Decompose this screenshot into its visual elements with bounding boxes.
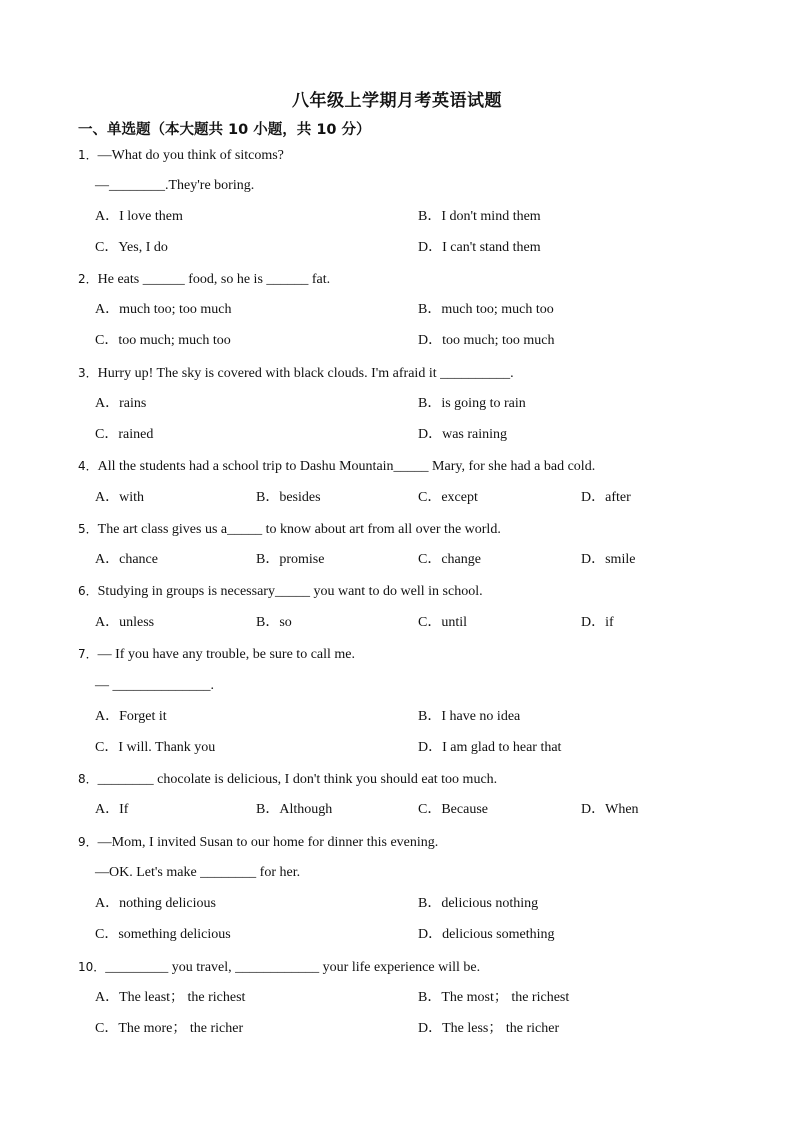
option-d[interactable]: D．if	[581, 615, 614, 630]
question-number: 4．	[78, 459, 98, 473]
option-a[interactable]: A．If	[95, 802, 129, 817]
question-number: 8．	[78, 772, 98, 786]
option-d[interactable]: D．after	[581, 490, 631, 505]
section-heading: 一、单选题（本大题共 10 小题，共 10 分）	[78, 122, 371, 138]
option-a[interactable]: A．chance	[95, 552, 158, 567]
question-2	[78, 270, 330, 289]
question-10	[78, 958, 480, 977]
option-c[interactable]: C．I will. Thank you	[95, 740, 216, 755]
question-number: 3．	[78, 366, 98, 380]
question-9	[78, 833, 438, 852]
question-number: 6．	[78, 584, 98, 598]
option-a[interactable]: A．unless	[95, 615, 155, 630]
question-line: —________.They're boring.	[95, 178, 255, 193]
option-c[interactable]: C．Yes, I do	[95, 240, 168, 255]
question-1	[78, 146, 284, 165]
option-c[interactable]: C．something delicious	[95, 927, 231, 942]
question-stem: Studying in groups is necessary_____ you want to do well in school.	[97, 584, 483, 599]
option-a[interactable]: A．I love them	[95, 209, 183, 224]
option-a[interactable]: A．The least； the richest	[95, 990, 246, 1005]
option-b[interactable]: B．is going to rain	[418, 396, 526, 411]
question-number: 1．	[78, 148, 98, 162]
question-3	[78, 364, 514, 383]
question-number: 7．	[78, 647, 98, 661]
question-number: 10．	[78, 960, 106, 974]
question-number: 2．	[78, 272, 98, 286]
option-c[interactable]: C．until	[418, 615, 468, 630]
question-stem: _________ you travel, ____________ your life experience will be.	[105, 960, 481, 975]
question-stem: The art class gives us a_____ to know about art from all over the world.	[97, 522, 501, 537]
page-title: 八年级上学期月考英语试题	[292, 91, 502, 111]
option-d[interactable]: D．When	[581, 802, 639, 817]
option-b[interactable]: B．so	[256, 615, 292, 630]
option-c[interactable]: C．The more； the richer	[95, 1021, 244, 1036]
option-d[interactable]: D．I am glad to hear that	[418, 740, 562, 755]
option-a[interactable]: A．much too; too much	[95, 302, 232, 317]
option-d[interactable]: D．smile	[581, 552, 636, 567]
question-number: 9．	[78, 835, 98, 849]
question-number: 5．	[78, 522, 98, 536]
question-stem: All the students had a school trip to Dashu Mountain_____ Mary, for she had a bad cold.	[97, 459, 596, 474]
option-c[interactable]: C．Because	[418, 802, 488, 817]
option-b[interactable]: B．I have no idea	[418, 709, 521, 724]
question-4	[78, 457, 595, 476]
question-6	[78, 582, 483, 601]
option-c[interactable]: C．rained	[95, 427, 154, 442]
question-stem: Hurry up! The sky is covered with black clouds. I'm afraid it __________.	[97, 366, 514, 381]
option-d[interactable]: D．The less； the richer	[418, 1021, 560, 1036]
question-5	[78, 520, 501, 539]
option-d[interactable]: D．I can't stand them	[418, 240, 541, 255]
option-b[interactable]: B．besides	[256, 490, 321, 505]
option-b[interactable]: B．delicious nothing	[418, 896, 539, 911]
option-a[interactable]: A．with	[95, 490, 144, 505]
option-c[interactable]: C．too much; much too	[95, 333, 231, 348]
option-a[interactable]: A．rains	[95, 396, 147, 411]
option-d[interactable]: D．was raining	[418, 427, 508, 442]
option-b[interactable]: B．promise	[256, 552, 325, 567]
option-c[interactable]: C．change	[418, 552, 481, 567]
question-line: — ______________.	[95, 678, 214, 693]
option-a[interactable]: A．nothing delicious	[95, 896, 216, 911]
question-8	[78, 770, 497, 789]
option-b[interactable]: B．much too; much too	[418, 302, 554, 317]
option-b[interactable]: B．Although	[256, 802, 333, 817]
option-a[interactable]: A．Forget it	[95, 709, 167, 724]
option-d[interactable]: D．delicious something	[418, 927, 555, 942]
option-d[interactable]: D．too much; too much	[418, 333, 555, 348]
question-stem: — If you have any trouble, be sure to call me.	[97, 647, 355, 662]
option-b[interactable]: B．I don't mind them	[418, 209, 541, 224]
question-7	[78, 645, 355, 664]
question-stem: —What do you think of sitcoms?	[97, 148, 284, 163]
question-stem: He eats ______ food, so he is ______ fat.	[97, 272, 331, 287]
question-stem: —Mom, I invited Susan to our home for dinner this evening.	[97, 835, 439, 850]
question-line: —OK. Let's make ________ for her.	[95, 865, 301, 880]
question-stem: ________ chocolate is delicious, I don't think you should eat too much.	[97, 772, 498, 787]
option-c[interactable]: C．except	[418, 490, 478, 505]
option-b[interactable]: B．The most； the richest	[418, 990, 570, 1005]
